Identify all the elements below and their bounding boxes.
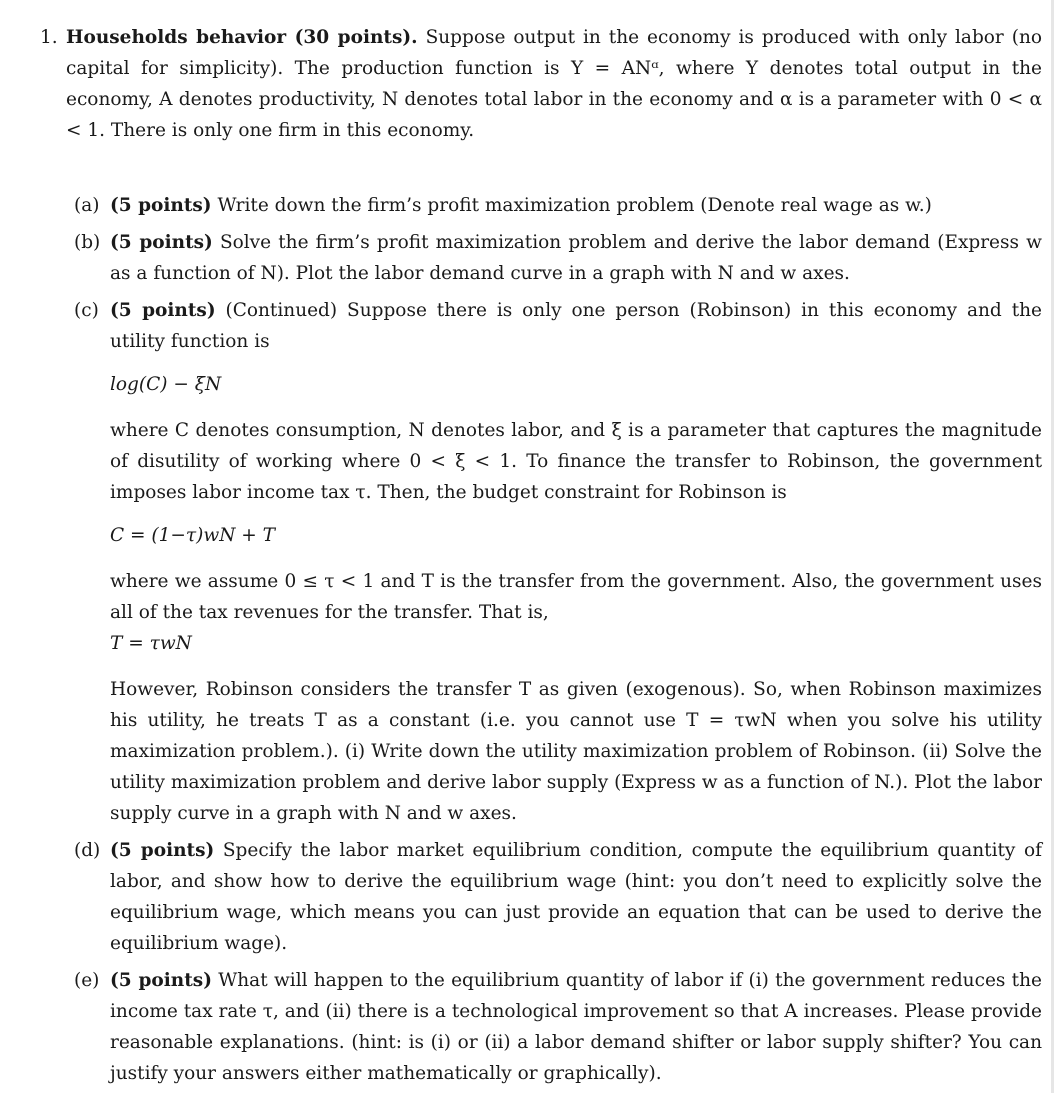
problem-parts [40, 190, 1042, 1089]
part-b [74, 227, 1042, 289]
budget-constraint-equation: C = (1−τ)wN + T [110, 525, 275, 546]
part-points: (5 points) [110, 195, 212, 216]
part-intro-text: (Continued) Suppose there is only one person (Robinson) in this economy and the utility function is [110, 300, 1042, 352]
part-text: Solve the firm’s profit maximization problem and derive the labor demand (Express w as a function of N). Plot the labor demand curve in a graph with N and w axes. [110, 232, 1042, 284]
problem-text: Suppose output in the economy is produced with only labor (no capital for simplicity). The production function is Y = ANᵅ, where Y denotes total output in the economy, A denotes productivity, N denotes total labor in the economy and α is a parameter with 0 < α < 1. There is only one firm in this economy. [66, 27, 1043, 141]
utility-equation: log(C) − ξN [110, 374, 222, 395]
part-label: (b) [74, 232, 101, 253]
problem-number: 1. [40, 27, 58, 48]
problem-document [40, 22, 1042, 1095]
part-paragraph-3: where we assume 0 ≤ τ < 1 and T is the transfer from the government. Also, the government uses all of the tax revenues for the transfer. That is, [110, 571, 1042, 623]
part-a [74, 190, 1042, 221]
part-points: (5 points) [110, 840, 215, 861]
part-paragraph-2: where C denotes consumption, N denotes labor, and ξ is a parameter that captures the magnitude of disutility of working where 0 < ξ < 1. To finance the transfer to Robinson, the government imposes labor income tax τ. Then, the budget constraint for Robinson is [110, 420, 1042, 503]
problem-title: Households behavior (30 points). [66, 27, 418, 48]
part-intro [110, 295, 1042, 357]
part-label: (a) [74, 195, 100, 216]
problem-1 [40, 22, 1042, 146]
transfer-equation: T = τwN [110, 633, 192, 654]
part-body [110, 295, 1042, 829]
problem-statement [66, 22, 1042, 146]
part-body [110, 190, 1042, 221]
part-label: (d) [74, 840, 101, 861]
part-label: (c) [74, 300, 99, 321]
part-body [110, 965, 1042, 1089]
part-d [74, 835, 1042, 959]
part-body [110, 835, 1042, 959]
part-text: Write down the firm’s profit maximization problem (Denote real wage as w.) [217, 195, 932, 216]
part-paragraph-4: However, Robinson considers the transfer T as given (exogenous). So, when Robinson maximizes his utility, he treats T as a constant (i.e. you cannot use T = τwN when you solve his utility maximization problem.). (i) Write down the utility maximization problem of Robinson. (ii) Solve the utility maximization problem and derive labor supply (Express w as a function of N.). Plot the labor supply curve in a graph with N and w axes. [110, 679, 1042, 824]
part-points: (5 points) [110, 232, 213, 253]
part-label: (e) [74, 970, 100, 991]
part-points: (5 points) [110, 300, 216, 321]
part-text: Specify the labor market equilibrium condition, compute the equilibrium quantity of labor, and show how to derive the equilibrium wage (hint: you don’t need to explicitly solve the equilibrium wage, which means you can just provide an equation that can be used to derive the equilibrium wage). [110, 840, 1042, 954]
part-points: (5 points) [110, 970, 212, 991]
part-text: What will happen to the equilibrium quantity of labor if (i) the government reduces the income tax rate τ, and (ii) there is a technological improvement so that A increases. Please provide reasonable explanations. (hint: is (i) or (ii) a labor demand shifter or labor supply shifter? You can justify your answers either mathematically or graphically). [110, 970, 1042, 1084]
part-e [74, 965, 1042, 1089]
part-c [74, 295, 1042, 829]
part-body [110, 227, 1042, 289]
